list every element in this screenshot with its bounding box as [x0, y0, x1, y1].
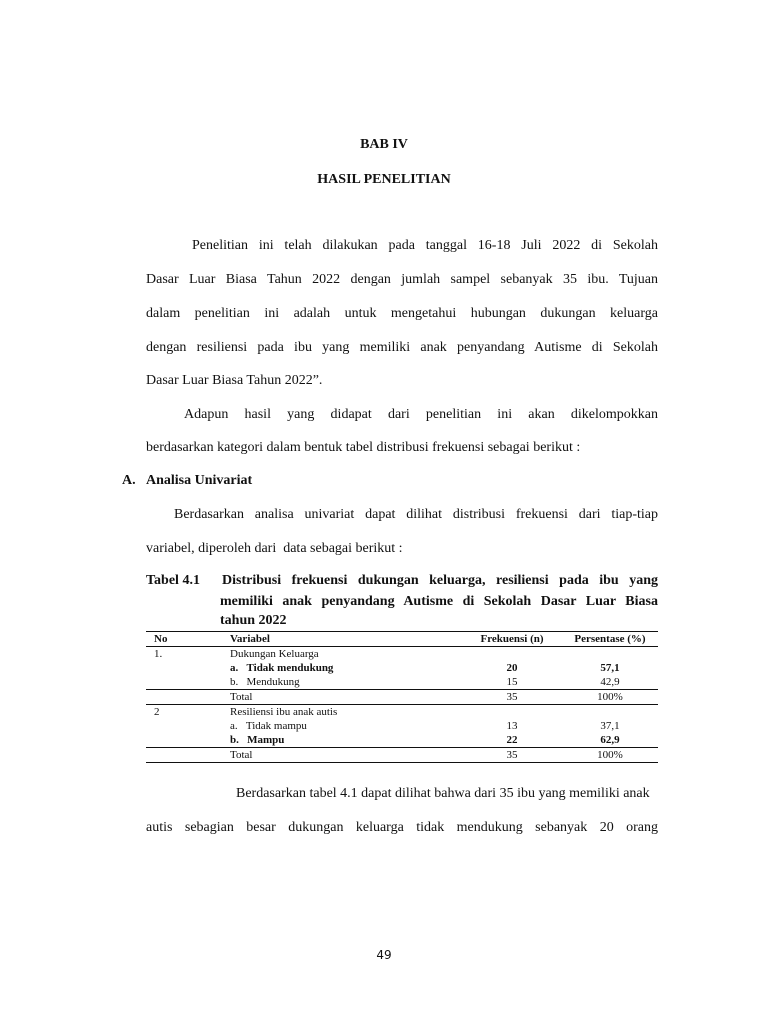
total-label: Total	[230, 690, 462, 705]
total-percent: 100%	[562, 690, 658, 705]
total-frequency: 35	[462, 690, 562, 705]
row-percent: 42,9	[600, 676, 620, 688]
distribution-table	[146, 631, 658, 763]
total-frequency: 35	[462, 748, 562, 763]
univariate-line-1: Berdasarkan analisa univariat dapat dilihat distribusi frekuensi dari tiap-tiap	[174, 507, 658, 522]
group1-no: 1.	[154, 648, 163, 660]
page-number: 49	[376, 948, 392, 962]
section-a-letter: A.	[122, 473, 136, 488]
table-total-row	[146, 690, 658, 705]
header-no: No	[146, 632, 230, 647]
intro-line-2: Dasar Luar Biasa Tahun 2022 dengan jumlah sampel sebanyak 35 ibu. Tujuan	[146, 272, 658, 287]
chapter-number: BAB IV	[360, 137, 408, 152]
intro-line-1: Penelitian ini telah dilakukan pada tanggal 16-18 Juli 2022 di Sekolah	[192, 238, 658, 253]
row-letter: b.	[230, 676, 239, 688]
row-letter: b.	[230, 734, 239, 746]
row-frequency: 13	[506, 720, 518, 732]
row-percent: 57,1	[600, 662, 620, 674]
header-variable: Variabel	[230, 632, 462, 647]
table-caption-line-1: Distribusi frekuensi dukungan keluarga, resiliensi pada ibu yang	[222, 573, 658, 588]
row-frequency: 20	[506, 662, 518, 674]
intro-line-4: dengan resiliensi pada ibu yang memiliki anak penyandang Autisme di Sekolah	[146, 340, 658, 355]
header-percent: Persentase (%)	[562, 632, 658, 647]
row-percent: 62,9	[600, 734, 620, 746]
table-caption-line-3: tahun 2022	[220, 613, 287, 628]
section-a-title: Analisa Univariat	[146, 473, 253, 488]
table-row	[146, 733, 658, 748]
row-letter: a.	[230, 720, 238, 732]
row-frequency: 15	[506, 676, 518, 688]
total-label: Total	[230, 748, 462, 763]
table-row	[146, 705, 658, 720]
row-percent: 37,1	[600, 720, 620, 732]
group1-name: Dukungan Keluarga	[230, 648, 319, 660]
table-label: Tabel 4.1	[146, 573, 200, 588]
intro-line-3: dalam penelitian ini adalah untuk mengetahui hubungan dukungan keluarga	[146, 306, 658, 321]
chapter-title: HASIL PENELITIAN	[317, 172, 451, 187]
conclusion-line-2: autis sebagian besar dukungan keluarga tidak mendukung sebanyak 20 orang	[146, 820, 658, 835]
group2-no: 2	[146, 705, 230, 720]
results-intro-line-1: Adapun hasil yang didapat dari penelitian ini akan dikelompokkan	[184, 407, 658, 422]
table-header-row	[146, 632, 658, 647]
table-row	[146, 719, 658, 733]
table-caption-line-2: memiliki anak penyandang Autisme di Sekolah Dasar Luar Biasa	[220, 594, 658, 609]
table-total-row	[146, 748, 658, 763]
total-percent: 100%	[562, 748, 658, 763]
table-row	[146, 675, 658, 690]
row-label: Mendukung	[246, 676, 300, 688]
row-frequency: 22	[506, 734, 518, 746]
header-frequency: Frekuensi (n)	[462, 632, 562, 647]
conclusion-line-1: Berdasarkan tabel 4.1 dapat dilihat bahwa dari 35 ibu yang memiliki anak	[236, 786, 650, 801]
row-label: Mampu	[247, 734, 285, 746]
table-row	[146, 661, 658, 675]
table-row	[146, 647, 658, 662]
row-label: Tidak mendukung	[246, 662, 334, 674]
results-intro-line-2: berdasarkan kategori dalam bentuk tabel distribusi frekuensi sebagai berikut :	[146, 440, 581, 455]
row-letter: a.	[230, 662, 239, 674]
group2-name: Resiliensi ibu anak autis	[230, 705, 462, 720]
univariate-line-2: variabel, diperoleh dari data sebagai berikut :	[146, 541, 403, 556]
row-label: Tidak mampu	[245, 720, 307, 732]
intro-line-5: Dasar Luar Biasa Tahun 2022”.	[146, 373, 323, 388]
